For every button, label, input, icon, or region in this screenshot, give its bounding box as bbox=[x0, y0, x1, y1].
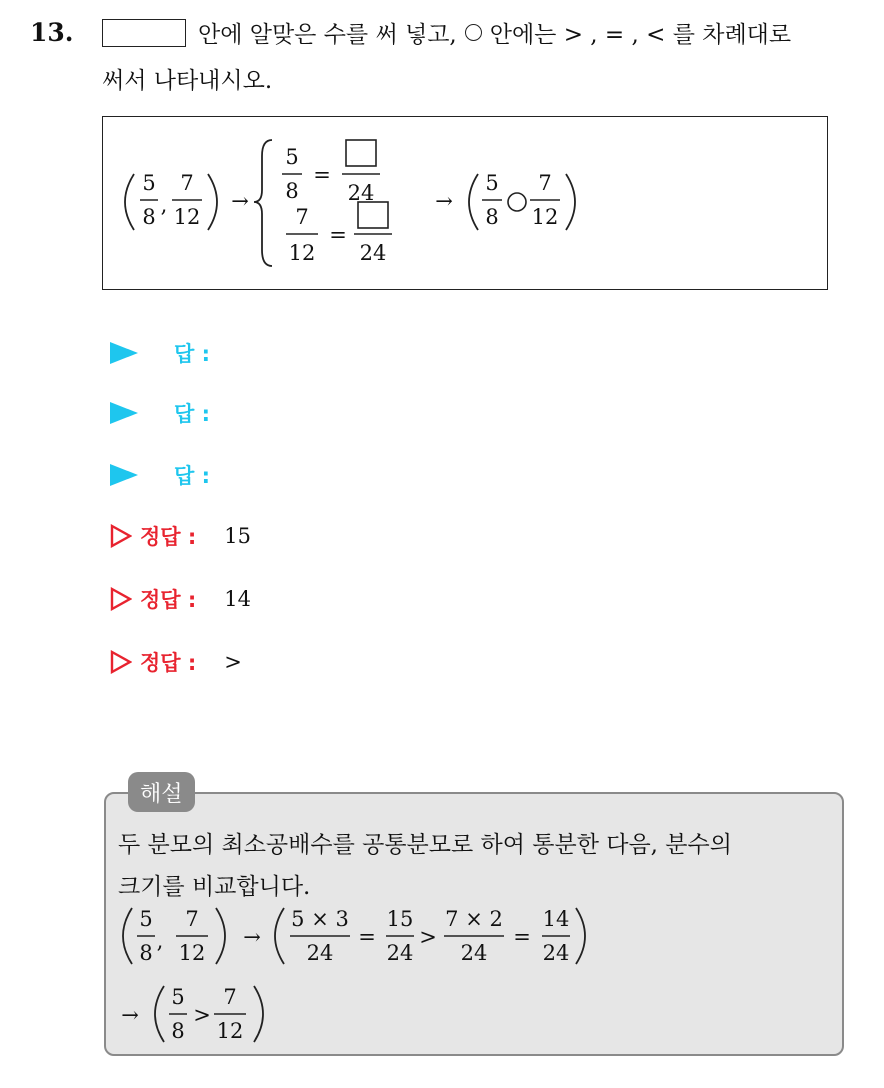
correct-answer-label: 정답 : bbox=[140, 651, 197, 675]
correct-answer-label: 정답 : bbox=[140, 588, 197, 612]
exp-arrow-2: → bbox=[121, 1003, 139, 1027]
exp-l2-f2-num: 7 bbox=[223, 985, 237, 1009]
frac2-num: 7 bbox=[180, 171, 194, 195]
bottom-eq-equals: = bbox=[329, 223, 347, 247]
correct-answer-value: > bbox=[224, 650, 242, 674]
correct-answer-row-2 bbox=[110, 582, 251, 616]
correct-answer-row-3 bbox=[110, 645, 242, 679]
right-frac1-num: 5 bbox=[485, 171, 499, 195]
top-eq-num: 5 bbox=[285, 145, 299, 169]
frac1-den: 8 bbox=[142, 205, 156, 229]
arrow-2: → bbox=[435, 189, 453, 213]
exp-e1-den: 24 bbox=[306, 941, 334, 965]
exp-e4-den: 24 bbox=[542, 941, 570, 965]
bottom-eq-24: 24 bbox=[359, 241, 387, 265]
exp-f2-den: 12 bbox=[178, 941, 206, 965]
exp-f1-den: 8 bbox=[139, 941, 153, 965]
right-frac1-den: 8 bbox=[485, 205, 499, 229]
bottom-eq-num: 7 bbox=[295, 205, 309, 229]
question-number: 13. bbox=[30, 18, 74, 47]
exp-e3-num: 7 × 2 bbox=[445, 907, 503, 931]
math-expression bbox=[102, 116, 828, 290]
exp-l2-f1-num: 5 bbox=[171, 985, 185, 1009]
explanation-text-2: 크기를 비교합니다. bbox=[118, 874, 311, 900]
question-text-part-2: 안에는 > , = , < 를 차례대로 bbox=[489, 22, 792, 48]
comma: , bbox=[160, 193, 168, 217]
answer-blank-box bbox=[102, 19, 186, 47]
exp-e2-num: 15 bbox=[386, 907, 414, 931]
answer-row-1 bbox=[110, 336, 210, 370]
correct-answer-label: 정답 : bbox=[140, 525, 197, 549]
exp-eq-2: = bbox=[513, 925, 531, 949]
explanation-tag: 해설 bbox=[128, 772, 195, 812]
frac2-den: 12 bbox=[173, 205, 201, 229]
arrow-1: → bbox=[231, 189, 249, 213]
top-eq-den: 8 bbox=[285, 179, 299, 203]
correct-answer-value: 14 bbox=[224, 587, 252, 611]
exp-gt-1: > bbox=[419, 925, 437, 949]
top-eq-equals: = bbox=[313, 163, 331, 187]
exp-f2-num: 7 bbox=[185, 907, 199, 931]
explanation-text-1: 두 분모의 최소공배수를 공통분모로 하여 통분한 다음, 분수의 bbox=[118, 832, 732, 858]
right-frac2-den: 12 bbox=[531, 205, 559, 229]
correct-answer-row-1 bbox=[110, 519, 251, 553]
outline-arrow-icon bbox=[110, 524, 132, 548]
right-frac2-num: 7 bbox=[538, 171, 552, 195]
answer-label: 답 : bbox=[174, 342, 210, 366]
top-eq-24: 24 bbox=[347, 181, 375, 205]
exp-e4-num: 14 bbox=[542, 907, 570, 931]
answer-label: 답 : bbox=[174, 402, 210, 426]
exp-gt-2: > bbox=[193, 1003, 211, 1027]
exp-f1-num: 5 bbox=[139, 907, 153, 931]
comparison-circle bbox=[508, 193, 526, 211]
play-arrow-icon bbox=[110, 464, 138, 486]
bottom-answer-box bbox=[358, 202, 388, 228]
exp-comma: , bbox=[156, 929, 164, 953]
top-answer-box bbox=[346, 140, 376, 166]
exp-l2-f1-den: 8 bbox=[171, 1019, 185, 1043]
bottom-eq-den: 12 bbox=[288, 241, 316, 265]
play-arrow-icon bbox=[110, 402, 138, 424]
exp-e1-num: 5 × 3 bbox=[291, 907, 349, 931]
question-text-part-1: 안에 알맞은 수를 써 넣고, bbox=[198, 22, 457, 48]
play-arrow-icon bbox=[110, 342, 138, 364]
outline-arrow-icon bbox=[110, 587, 132, 611]
frac1-num: 5 bbox=[142, 171, 156, 195]
exp-eq-1: = bbox=[358, 925, 376, 949]
outline-arrow-icon bbox=[110, 650, 132, 674]
correct-answer-value: 15 bbox=[224, 524, 252, 548]
answer-row-2 bbox=[110, 396, 210, 430]
exp-l2-f2-den: 12 bbox=[216, 1019, 244, 1043]
question-line-2: 써서 나타내시오. bbox=[102, 68, 273, 94]
circle-symbol-icon bbox=[465, 24, 482, 41]
exp-e3-den: 24 bbox=[460, 941, 488, 965]
question-line-1 bbox=[102, 16, 791, 49]
answer-label: 답 : bbox=[174, 464, 210, 488]
answer-row-3 bbox=[110, 458, 210, 492]
exp-e2-den: 24 bbox=[386, 941, 414, 965]
exp-arrow-1: → bbox=[243, 925, 261, 949]
explanation-math bbox=[112, 900, 712, 1050]
